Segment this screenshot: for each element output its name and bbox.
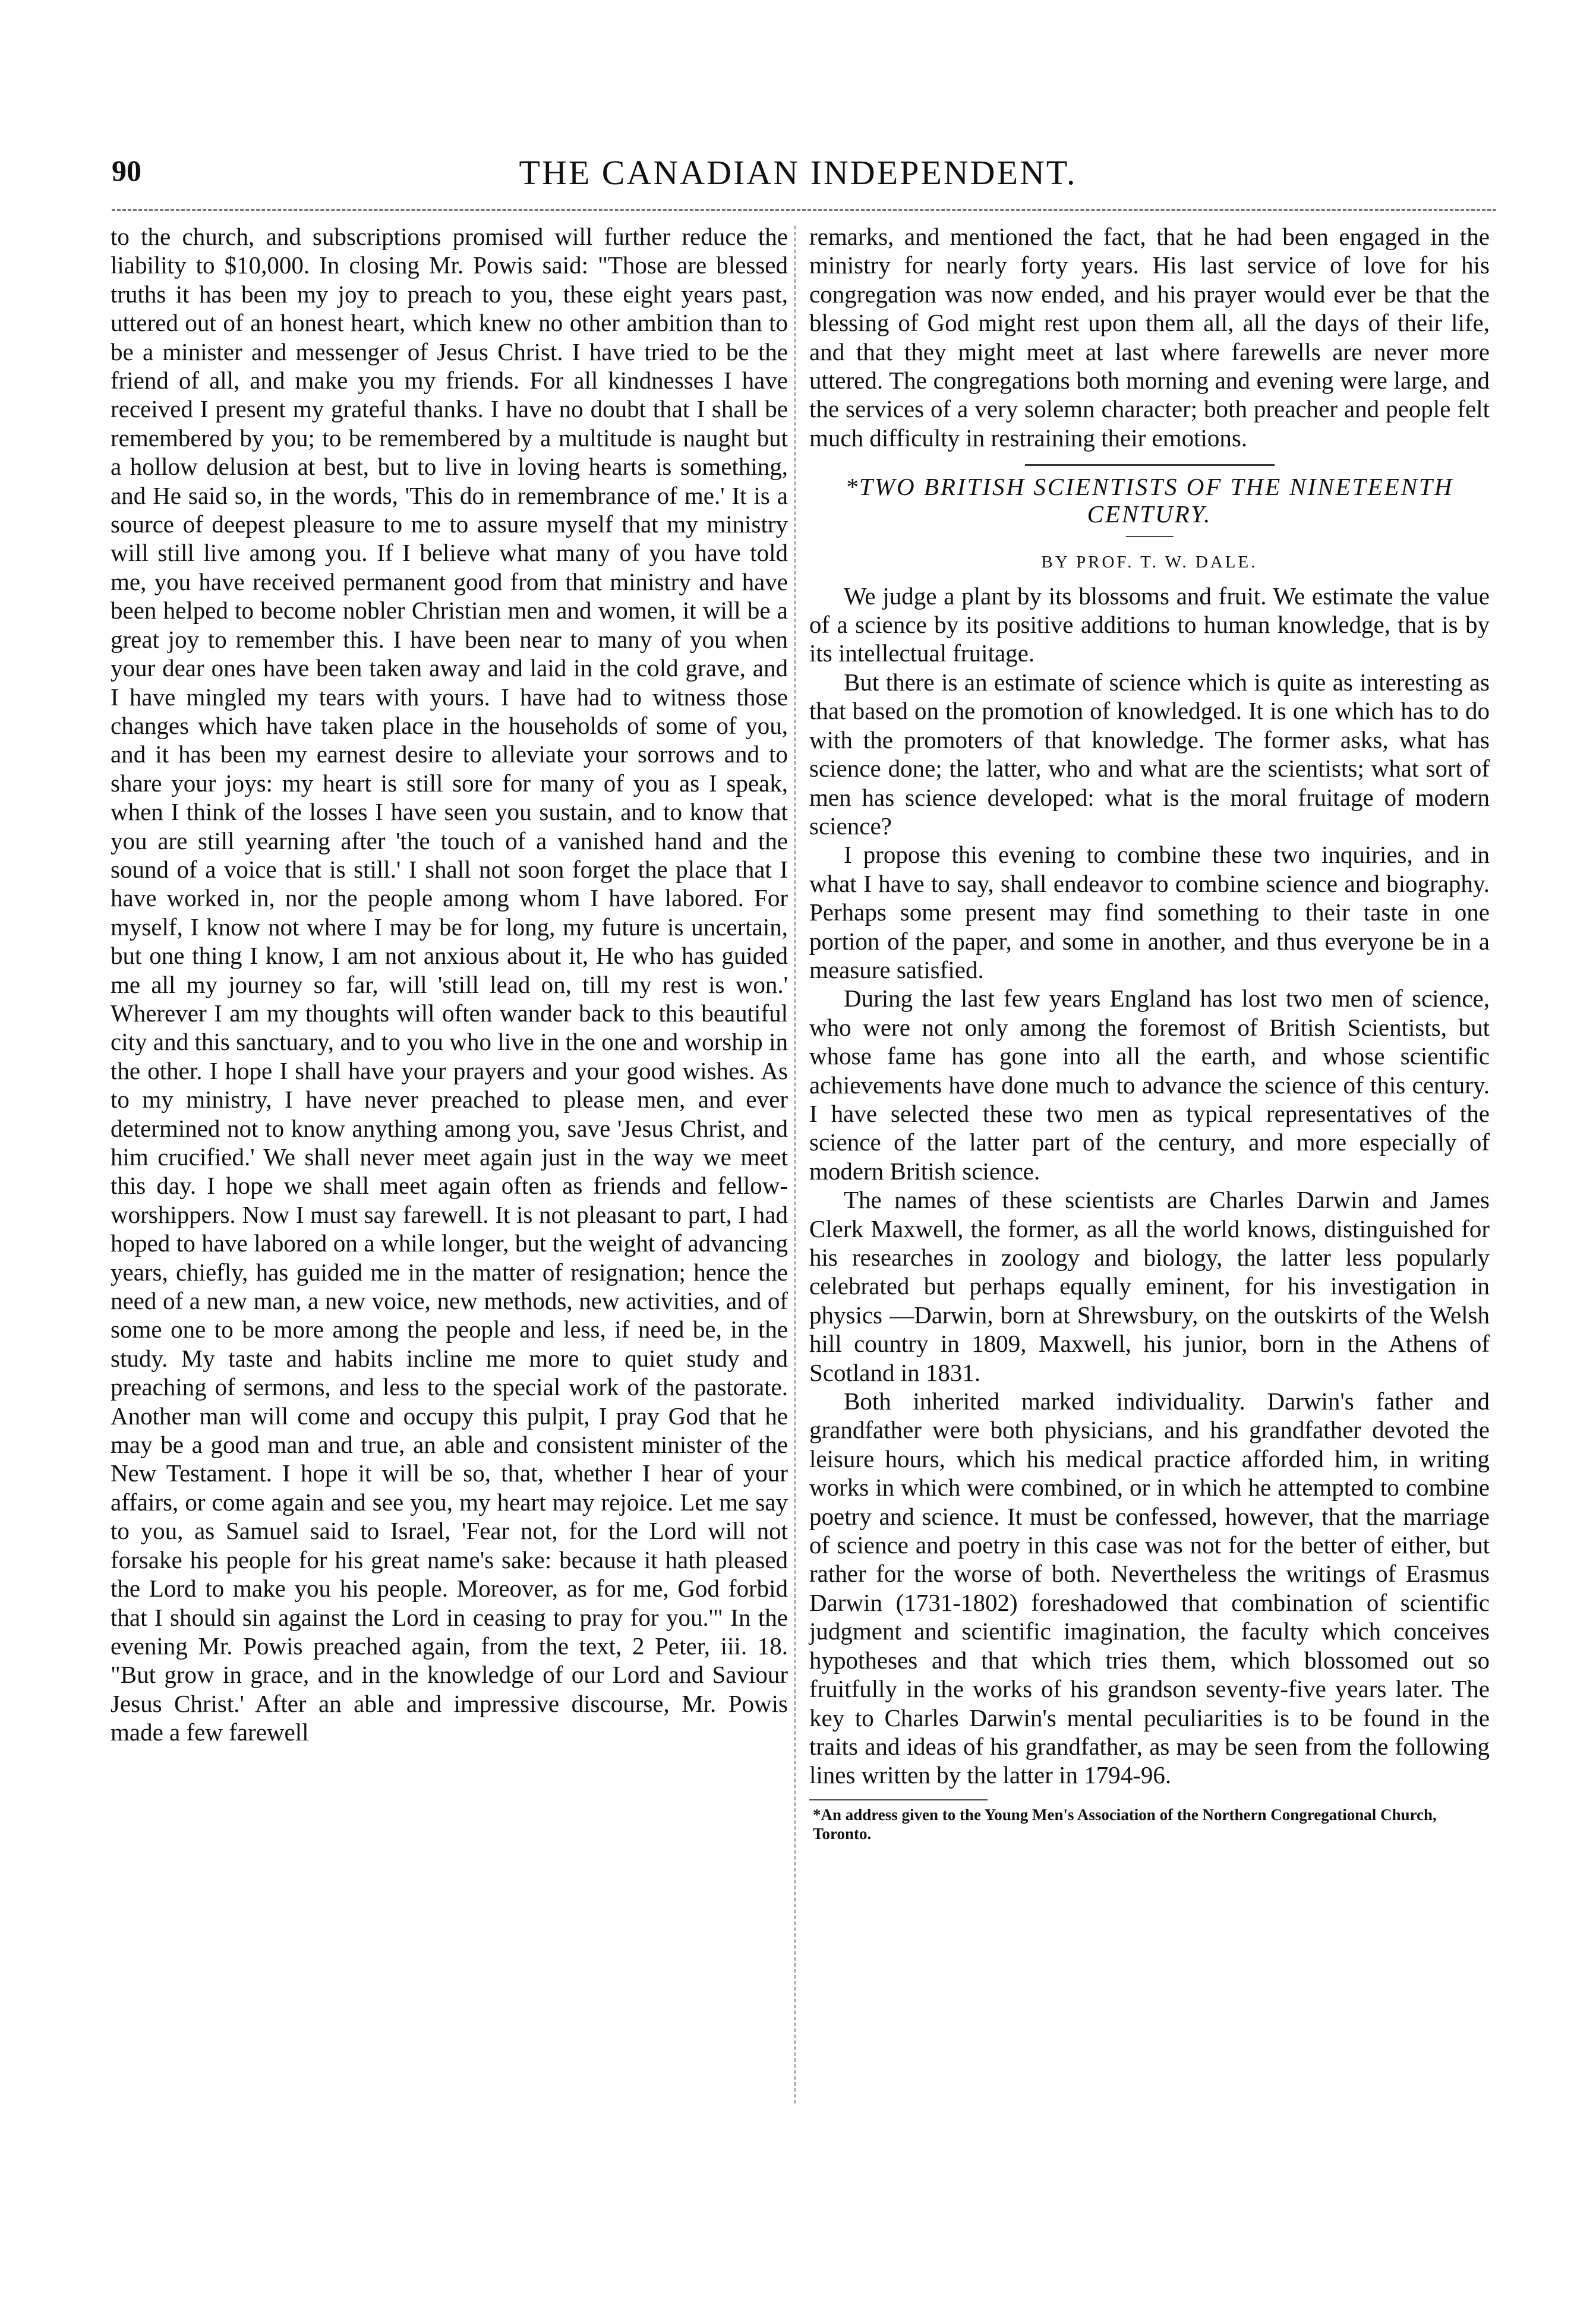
- article-byline: BY PROF. T. W. DALE.: [1041, 553, 1258, 572]
- column-divider: [794, 226, 796, 2103]
- footnote: *An address given to the Young Men's Association of the Northern Congregational Church, Toronto.: [813, 1805, 1437, 1843]
- article-title: *TWO BRITISH SCIENTISTS OF THE NINETEENTH CENTURY.: [845, 473, 1454, 528]
- left-column: [111, 222, 788, 1747]
- article-paragraph: During the last few years England has lost two men of science, who were not only among the foremost of British Scientists, but whose fame has gone into all the earth, and whose scientific achievements have done much to advance the science of this century. I have selected these two men as typical representatives of the science of the latter part of the century, and more especially of modern British science.: [809, 985, 1490, 1185]
- article-paragraph: I propose this evening to combine these two inquiries, and in what I have to say, shall endeavor to combine science and biography. Perhaps some present may find something to their taste in one portion of the paper, and some in another, and thus everyone be in a measure satisfied.: [809, 841, 1490, 983]
- page-number: 90: [112, 154, 141, 187]
- running-title: THE CANADIAN INDEPENDENT.: [519, 153, 1077, 192]
- left-column-text: to the church, and subscriptions promised will further reduce the liability to $10,000. In closing Mr. Powis said: "Those are blessed truths it has been my joy to preach to you, these eight years past, uttered out of an honest heart, which knew no other ambition than to be a minister and messenger of Jesus Christ. I have tried to be the friend of all, and make you my friends. For all kindnesses I have received I present my grateful thanks. I have no doubt that I shall be remembered by you; to be remembered by a multitude is naught but a hollow delusion at best, but to live in loving hearts is something, and He said so, in the words, 'This do in remembrance of me.' It is a source of deepest pleasure to me to assure myself that my ministry will still live among you. If I believe what many of you have told me, you have received permanent good from that ministry and have been helped to become nobler Christian men and women, it will be a great joy to remember this. I have been near to many of you when your dear ones have been taken away and laid in the cold grave, and I have mingled my tears with yours. I have had to witness those changes which have taken place in the households of some of you, and it has been my earnest desire to alleviate your sorrows and to share your joys: my heart is still sore for many of you as I speak, when I think of the losses I have seen you sustain, and to know that you are still yearning after 'the touch of a vanished hand and the sound of a voice that is still.' I shall not soon forget the place that I have worked in, nor the people among whom I have labored. For myself, I know not where I may be for long, my future is uncertain, but one thing I know, I am not anxious about it, He who has guided me all my journey so far, will 'still lead on, till my rest is won.' Wherever I am my thoughts will often wander back to this beautiful city and this sanctuary, and to you who live in the one and worship in the other. I hope I shall have your prayers and your good wishes. As to my ministry, I have never preached to please men, and ever determined not to know anything among you, save 'Jesus Christ, and him crucified.' We shall never meet again just in the way we meet this day. I hope we shall meet again often as friends and fellow-worshippers. Now I must say farewell. It is not pleasant to part, I had hoped to have labored on a while longer, but the weight of advancing years, chiefly, has guided me in the matter of resignation; hence the need of a new man, a new voice, new methods, new activities, and of some one to be more among the people and less, if need be, in the study. My taste and habits incline me more to quiet study and preaching of sermons, and less to the special work of the pastorate. Another man will come and occupy this pulpit, I pray God that he may be a good man and true, an able and consistent minister of the New Testament. I hope it will be so, that, whether I hear of your affairs, or come again and see you, my heart may rejoice. Let me say to you, as Samuel said to Israel, 'Fear not, for the Lord will not forsake his people for his great name's sake: because it hath pleased the Lord to make you his people. Moreover, as for me, God forbid that I should sin against the Lord in ceasing to pray for you.'" In the evening Mr. Powis preached again, from the text, 2 Peter, iii. 18. "But grow in grace, and in the knowledge of our Lord and Saviour Jesus Christ.' After an able and impressive discourse, Mr. Powis made a few farewell: [111, 223, 788, 1746]
- header-rule: [112, 209, 1496, 211]
- article-paragraph: The names of these scientists are Charles Darwin and James Clerk Maxwell, the former, as all the world knows, distinguished for his researches in zoology and biology, the latter less popularly celebrated but perhaps equally eminent, for his investigation in physics —Darwin, born at Shrewsbury, on the outskirts of the Welsh hill country in 1809, Maxwell, his junior, born in the Athens of Scotland in 1831.: [809, 1186, 1490, 1386]
- article-paragraph: We judge a plant by its blossoms and fruit. We estimate the value of a science by its positive additions to human knowledge, that is by its intellectual fruitage.: [809, 582, 1490, 667]
- title-rule: [1126, 536, 1174, 537]
- continuation-paragraph: remarks, and mentioned the fact, that he had been engaged in the ministry for nearly forty years. His last service of love for his congregation was now ended, and his prayer would ever be that the blessing of God might rest upon them all, all the days of their life, and that they might meet at last where farewells are never more uttered. The congregations both morning and evening were large, and the services of a very solemn character; both preacher and people felt much difficulty in restraining their emotions.: [809, 223, 1490, 452]
- footnote-rule: [809, 1799, 988, 1800]
- right-column: [809, 222, 1490, 1843]
- article-divider: [1025, 464, 1275, 466]
- article-paragraph: Both inherited marked individuality. Darwin's father and grandfather were both physicians, and his grandfather devoted the leisure hours, which his medical practice afforded him, in writing works in which were combined, or in which he attempted to combine poetry and science. It must be confessed, however, that the marriage of science and poetry in this case was not for the better of either, but rather for the worse of both. Nevertheless the writings of Erasmus Darwin (1731-1802) foreshadowed that combination of scientific judgment and scientific imagination, the faculty which conceives hypotheses and that which tries them, which blossomed out so fruitfully in the works of his grandson seventy-five years later. The key to Charles Darwin's mental peculiarities is to be found in the traits and ideas of his grandfather, as may be seen from the following lines written by the latter in 1794-96.: [809, 1387, 1490, 1789]
- article-paragraph: But there is an estimate of science which is quite as interesting as that based on the promotion of knowledged. It is one which has to do with the promoters of that knowledge. The former asks, what has science done; the latter, who and what are the scientists; what sort of men has science developed: what is the moral fruitage of modern science?: [809, 668, 1490, 840]
